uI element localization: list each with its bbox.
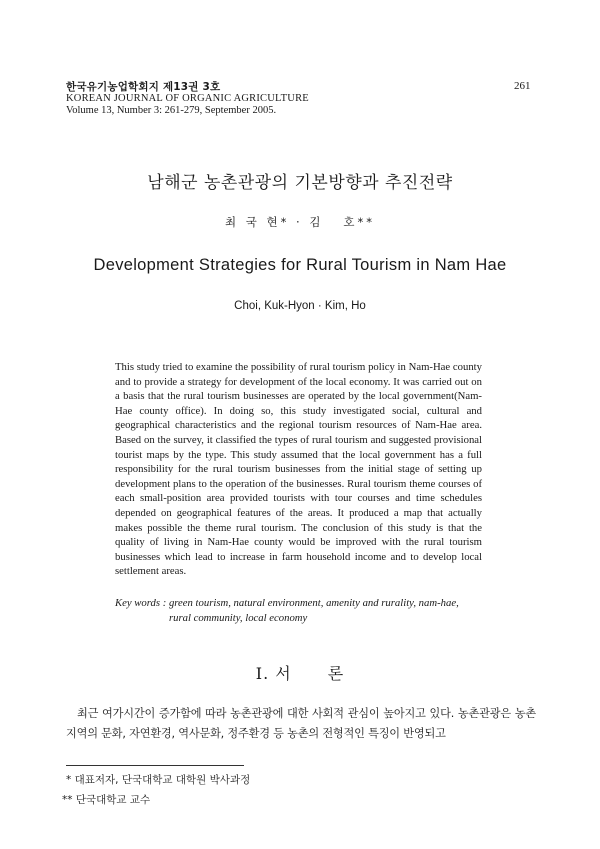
footnote-1: * 대표저자, 단국대학교 대학원 박사과정 (66, 774, 251, 786)
keywords-label: Key words : (115, 597, 167, 609)
section-heading-start: Ⅰ. 서 (255, 664, 292, 683)
section-heading-end: 론 (327, 664, 345, 683)
keywords-text: green tourism, natural environment, amenity and rurality, nam-hae, rural community, local economy (168, 597, 459, 624)
paper-title-korean: 남해군 농촌관광의 기본방향과 추진전략 (147, 173, 453, 193)
journal-title-english: KOREAN JOURNAL OF ORGANIC AGRICULTURE (66, 93, 309, 104)
authors-korean: 최 국 현* · 김 호** (224, 215, 376, 229)
body-paragraph: 최근 여가시간이 증가함에 따라 농촌관광에 대한 사회적 관심이 높아지고 있다. 농촌관광은 농촌지역의 문화, 자연환경, 역사문화, 정주환경 등 농촌의 전형적인 특징이 반영되고 (66, 707, 536, 740)
journal-volume-info: Volume 13, Number 3: 261-279, September 2005. (66, 105, 277, 116)
paper-title-english: Development Strategies for Rural Tourism in Nam Hae (93, 256, 507, 274)
keywords (115, 596, 479, 625)
authors-english: Choi, Kuk-Hyon · Kim, Ho (234, 300, 366, 312)
page-number: 261 (514, 80, 531, 92)
journal-title-korean: 한국유기농업학회지 제13권 3호 (66, 81, 221, 93)
footnote-divider (66, 765, 244, 766)
section-heading (0, 661, 600, 684)
abstract-paragraph: This study tried to examine the possibility of rural tourism policy in Nam-Hae county and to provide a strategy for development of the local economy. It was carried out on a basis that the rural tourism businesses are operated by the local government(Nam-Hae county office). In doing so, this study investigated social, cultural and geographical characteristics and the regional tourism resources of Nam-Hae area. Based on the survey, it classified the types of rural tourism and suggested provisional tourist maps by the type. This study assumed that the local government has a full responsibility for the rural tourism businesses from the initial stage of setting up development plans to the operation of the businesses. Rural tourism theme courses of each small-position area provided tourists with tour courses and time schedules depended on geographical features of the areas. It produced a map that actually makes possible the theme rural tourism. The conclusion of this study is that the quality of living in Nam-Hae county would be improved with the rural tourism businesses which lead to increase in farm household income and to develop local settlement areas. (115, 361, 482, 578)
footnote-2: ** 단국대학교 교수 (62, 794, 151, 806)
